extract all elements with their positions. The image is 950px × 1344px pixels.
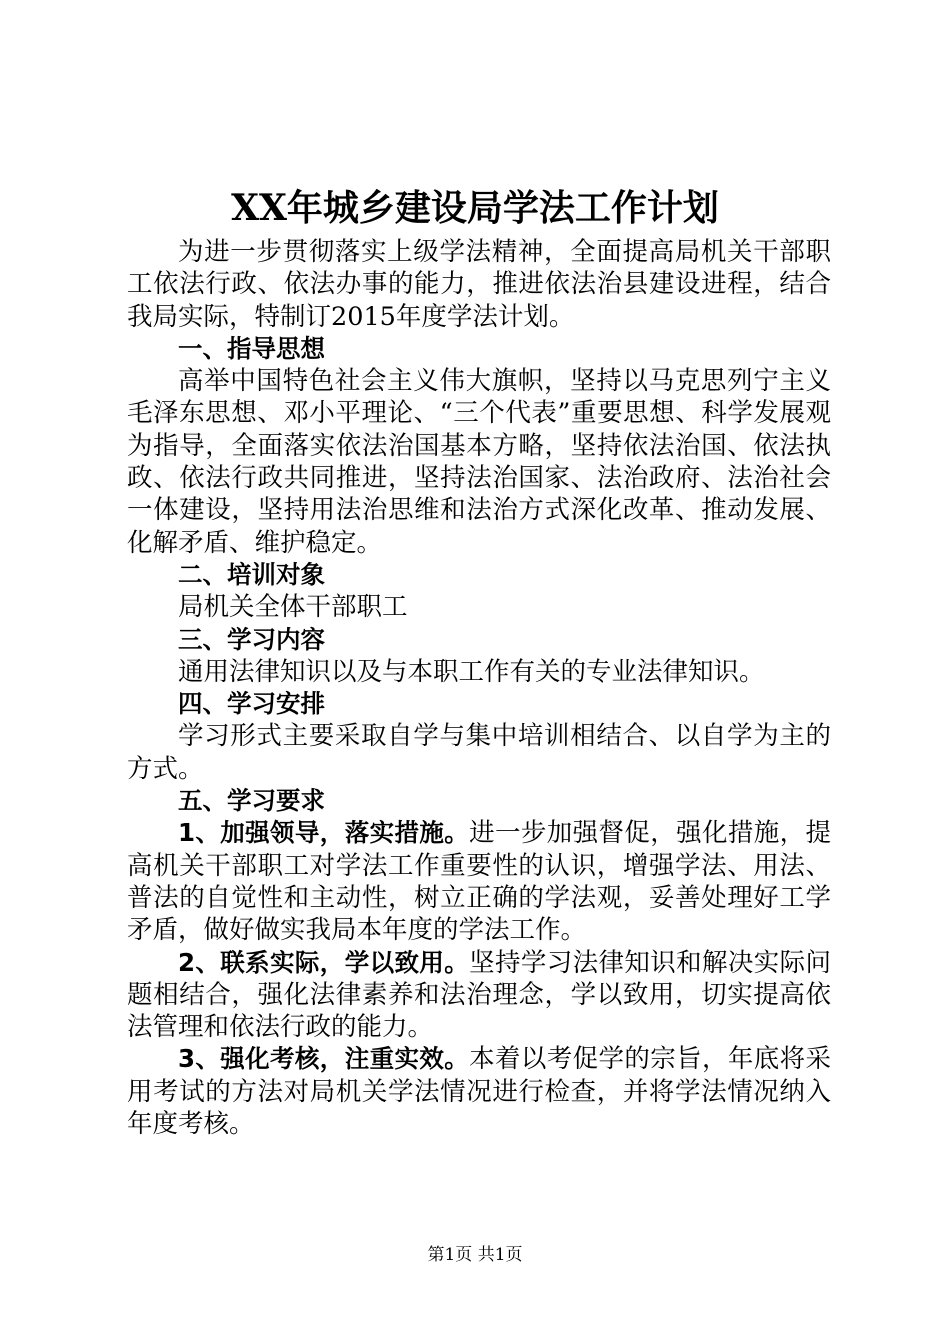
section-body-training-target: 局机关全体干部职工 (178, 592, 408, 623)
section-heading-training-target: 二、培训对象 (178, 559, 325, 589)
requirement-item-lead: 2、联系实际，学以致用。 (178, 947, 470, 977)
requirement-item-text: 坚持学习法律知识和解决实际问题相结合，强化法律素养和法治理念，学以致用，切实提高依法管理和依法行政的能力。 (127, 947, 831, 1043)
document-body (127, 236, 831, 1140)
requirement-item-text: 进一步加强督促，强化措施，提高机关干部职工对学法工作重要性的认识，增强学法、用法、普法的自觉性和主动性，树立正确的学法观，妥善处理好工学矛盾，做好做实我局本年度的学法工作。 (127, 818, 831, 946)
requirement-item-lead: 3、强化考核，注重实效。 (178, 1044, 470, 1074)
intro-paragraph: 为进一步贯彻落实上级学法精神，全面提高局机关干部职工依法行政、依法办事的能力，推进依法治县建设进程，结合我局实际，特制订2015年度学法计划。 (127, 237, 831, 332)
requirement-item-lead: 1、加强领导，落实措施。 (178, 818, 470, 848)
section-heading-study-arrangement: 四、学习安排 (178, 689, 325, 719)
section-heading-guiding-ideology: 一、指导思想 (178, 333, 325, 363)
page-footer: 第1页 共1页 (427, 1245, 523, 1265)
requirement-item (127, 947, 831, 1044)
section-heading-study-content: 三、学习内容 (178, 624, 325, 654)
requirement-item (127, 817, 831, 946)
requirement-item (127, 1043, 831, 1140)
section-body-guiding-ideology: 高举中国特色社会主义伟大旗帜，坚持以马克思列宁主义毛泽东思想、邓小平理论、“三个代表”重要思想、科学发展观为指导，全面落实依法治国基本方略，坚持依法治国、依法执政、依法行政共同推进，坚持法治国家、法治政府、法治社会一体建设，坚持用法治思维和法治方式深化改革、推动发展、化解矛盾、维护稳定。 (127, 366, 831, 558)
section-body-study-arrangement: 学习形式主要采取自学与集中培训相结合、以自学为主的方式。 (127, 721, 831, 784)
document-title: XX年城乡建设局学法工作计划 (231, 187, 719, 229)
section-body-study-content: 通用法律知识以及与本职工作有关的专业法律知识。 (178, 656, 765, 687)
requirement-item-text: 本着以考促学的宗旨，年底将采用考试的方法对局机关学法情况进行检查，并将学法情况纳入年度考核。 (127, 1044, 831, 1140)
section-heading-study-requirements: 五、学习要求 (178, 786, 325, 816)
